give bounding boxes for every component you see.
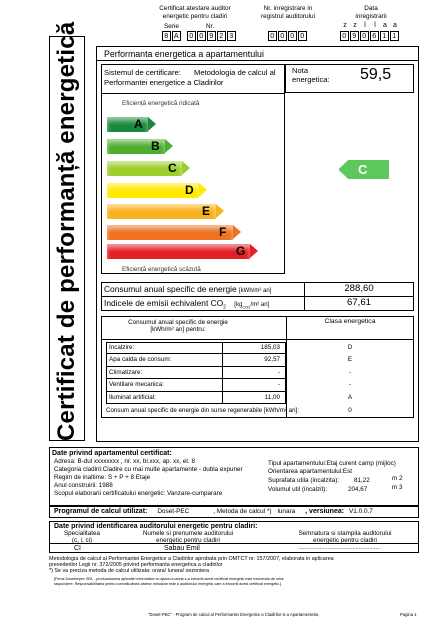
row-class: - <box>348 381 352 389</box>
program-method-value: lunara <box>277 508 296 515</box>
bar-arrow <box>233 225 241 239</box>
serie-cells <box>162 31 182 41</box>
program-value: Doset-PEC <box>157 508 190 515</box>
emissions-label: Indicele de emisii echivalent CO <box>104 298 224 308</box>
bar-label: E <box>202 204 211 218</box>
date-cell: 6 <box>370 31 379 41</box>
serie-label: Serie <box>164 23 179 30</box>
consumption-label: Consumul anual specific de energie <box>104 284 237 294</box>
auditor-name: Sabau Emil <box>164 545 200 552</box>
page-footer-text: "Doset-PEC" - Program de calcul al Performantei Energetice a Cladirilor si a Apartamentelor, <box>148 612 320 617</box>
registry-cells <box>268 31 308 41</box>
apartment-category: Categoria cladirii:Cladire cu mai multe apartamente - dubla expuner <box>54 466 243 473</box>
date-cell: 9 <box>350 31 359 41</box>
page-number: Pagina 1 <box>400 612 417 617</box>
registry-cell: 0 <box>278 31 287 41</box>
row-name: Ventilare mecanica: <box>109 381 164 389</box>
bar-label: A <box>134 117 143 131</box>
bar-label: C <box>168 161 177 175</box>
row-name: Iluminat artificial: <box>109 393 156 401</box>
date-header <box>335 5 407 20</box>
serie-cell: 8 <box>162 31 171 41</box>
apartment-title: Date privind apartamentul certificat: <box>52 450 172 457</box>
area-unit: m 2 <box>392 475 403 482</box>
apartment-orientation: Orientarea apartamentului:Est <box>268 468 353 475</box>
emissions-sub: 2 <box>223 304 226 311</box>
bar-label: B <box>151 139 160 153</box>
apartment-type: Tipul apartamentului:Etaj curent camp (mijloc) <box>268 460 396 467</box>
program-version-label: , versiunea: <box>305 508 345 515</box>
nr-cells <box>187 31 237 41</box>
class-header: Clasa energetica <box>324 318 376 325</box>
nr-cell: 0 <box>197 31 206 41</box>
system-divider <box>101 93 285 94</box>
auditor-signature: ..................................................... <box>298 545 381 551</box>
date-cell: 1 <box>380 31 389 41</box>
auditor-specialty: CI <box>74 545 81 552</box>
bar-arrow <box>148 117 156 131</box>
row-value: 185,03 <box>260 344 280 351</box>
disclaimer-line1: [Firma Dosetimpex SRL - producatoarea aplicatiei informatice cu ajutorul careia s-a intocmit acest certificat energetic este exonerata de orice <box>54 577 284 581</box>
section-title-divider <box>96 60 419 61</box>
row-value: - <box>277 368 280 376</box>
date-letter: z <box>343 22 347 29</box>
bar-fill <box>107 244 250 259</box>
cert-header-line1: Certificat atestare auditor <box>159 5 231 12</box>
bar-arrow <box>216 204 224 218</box>
efficiency-bar-g <box>107 244 258 259</box>
row-class: - <box>348 368 352 376</box>
volume-value: 204,67 <box>348 486 368 493</box>
table-row <box>106 354 286 366</box>
efficiency-bar-b <box>107 139 173 154</box>
date-cell: 0 <box>340 31 349 41</box>
breakdown-header-line2: [kWh/m² an] pentru: <box>150 326 206 334</box>
footnote-line1: Metodologia de calcul al Performantei Energetice a Cladirilor aprobata prin OMTCT nr. 157/2007, elaborata in aplicarea <box>49 556 334 562</box>
system-label: Sistemul de certificare: <box>104 68 181 77</box>
row-value: 11,00 <box>264 393 280 401</box>
registry-cell: 0 <box>288 31 297 41</box>
emissions-unit-rest: /m² an] <box>250 302 270 308</box>
nr-label: Nr. <box>206 23 215 30</box>
row-name: Apa calda de consum: <box>109 356 172 364</box>
consumption-unit: [kWh/m² an] <box>239 288 272 294</box>
nr-cell: 0 <box>187 31 196 41</box>
registry-cell: 0 <box>268 31 277 41</box>
emissions-label-wrap <box>104 298 269 314</box>
disclaimer-line2: raspundere. Responsabilitatea pentru corectitudinea datelor introduse este a auditorului energetic care a intocmit acest certificat energetic.] <box>54 582 282 586</box>
system-value-line1: Metodologia de calcul al <box>194 68 276 77</box>
emissions-unit-sub: CO2 <box>242 304 251 310</box>
bar-label: G <box>236 244 246 258</box>
bar-fill <box>107 204 216 219</box>
nota-value: 59,5 <box>360 66 392 83</box>
row-class: A <box>347 393 353 401</box>
section-title: Performanta energetica a apartamentului <box>104 49 264 59</box>
bar-arrow <box>250 244 258 258</box>
date-cell: 0 <box>360 31 369 41</box>
consumption-value: 288,60 <box>344 283 374 294</box>
program-method: , Metoda de calcul *) <box>213 508 272 515</box>
serie-cell: A <box>173 31 179 40</box>
row-value: 92,57 <box>264 356 280 364</box>
table-row <box>106 379 286 391</box>
emissions-unit: [kg <box>234 302 243 308</box>
date-letter: a <box>383 22 387 29</box>
volume-unit: m 3 <box>392 484 403 491</box>
program-row <box>54 507 373 516</box>
efficiency-bar-f <box>107 225 241 240</box>
consumption-block <box>101 282 414 311</box>
breakdown-header <box>108 319 248 334</box>
nota-label-line1: Nota <box>292 66 309 75</box>
area-label: Suprafata utila (incalzita): <box>268 477 340 484</box>
bar-arrow <box>199 183 207 197</box>
registry-cell: 0 <box>298 31 307 41</box>
auditor-col3-line1: Semnatura si stampila auditorului <box>298 530 392 537</box>
date-letter: a <box>393 22 397 29</box>
emissions-value: 67,61 <box>346 297 371 308</box>
row-name: Climatizare: <box>109 368 143 376</box>
auditor-col3-line2: energetic pentru cladiri <box>313 537 377 545</box>
auditor-col1-line2: (c, i, ci) <box>71 537 93 545</box>
efficiency-bar-d <box>107 183 207 198</box>
efficiency-low-label: Eficiență energetică scăzută <box>122 266 201 273</box>
nota-label-line2: energetica: <box>292 75 330 84</box>
rating-arrow <box>339 160 389 179</box>
table-row <box>106 392 286 404</box>
bar-arrow <box>182 161 190 175</box>
renewable-value: 0 <box>348 407 352 414</box>
efficiency-bar-e <box>107 204 224 219</box>
date-cell: 1 <box>390 31 399 41</box>
efficiency-bar-a <box>107 117 156 132</box>
auditor-col1-line1: Specialitatea <box>63 530 101 537</box>
row-name: Incalzire: <box>109 344 135 351</box>
consumption-label-wrap <box>104 284 271 297</box>
registry-header-line2: registrul auditorului <box>261 12 315 20</box>
bar-fill <box>107 225 233 240</box>
nr-cell: 2 <box>217 31 226 41</box>
auditor-title: Date privind identificarea auditorului energetic pentru cladiri: <box>54 523 258 530</box>
area-value: 81,22 <box>354 477 370 484</box>
date-header-line2: inregistrarii <box>355 12 387 20</box>
vertical-title: Certificat de performanță energetică <box>53 21 80 441</box>
registry-header-line1: Nr. inregistrare in <box>263 5 313 12</box>
volume-label: Volumul util (incalzit): <box>268 486 328 493</box>
apartment-regime: Regim de inaltime: S + P + 8 Etaje <box>54 474 151 481</box>
auditor-col2-line1: Numele si prenumele auditorului <box>142 530 234 537</box>
bar-arrow <box>165 139 173 153</box>
date-letter: l <box>364 22 366 29</box>
row-class: E <box>347 356 353 364</box>
system-value-line2: Performantei energetice a Cladirilor <box>104 78 224 87</box>
cert-header <box>150 5 240 20</box>
efficiency-bar-c <box>107 161 190 176</box>
table-row <box>106 342 286 354</box>
row-class: D <box>347 344 353 351</box>
apartment-address: Adresa: B-dul xxxxxxxx , nr. xx, bl.xxx, ap. xx, et. 8 <box>54 458 196 465</box>
auditor-col2-line2: energetic pentru cladiri <box>156 537 220 545</box>
date-letters <box>340 22 400 29</box>
date-letter: l <box>374 22 376 29</box>
breakdown-header-line1: Consumul anual specific de energie <box>128 319 228 326</box>
bar-label: F <box>219 225 227 239</box>
cert-header-line2: energetic pentru cladiri <box>162 12 228 20</box>
apartment-purpose: Scopul elaborarii certificatului energetic: Vanzare-cumparare <box>54 490 223 497</box>
registry-header <box>248 5 328 20</box>
footnote-line2: prevederilor Legii nr. 372/2005 privind performanta energetica a cladirilor <box>49 562 223 568</box>
apartment-year: Anul construirii: 1988 <box>54 482 113 489</box>
table-row <box>106 367 286 379</box>
renewable-label: Consum anual specific de energie din surse regenerabile [kWh/m² an]: <box>106 407 299 414</box>
breakdown-header-divider <box>101 339 414 340</box>
program-version-value: V1.0.0.7 <box>349 508 373 515</box>
bar-label: D <box>185 183 194 197</box>
rating-label: C <box>358 162 368 177</box>
date-cells <box>340 31 400 41</box>
footnote-line3: *) Se va preciza metoda de calcul utilizata: orara/ lunara/ sezoniera <box>49 568 210 574</box>
efficiency-high-label: Eficiență energetică ridicată <box>122 100 200 107</box>
breakdown-col-divider <box>286 316 287 418</box>
row-value: - <box>277 381 280 389</box>
date-header-line1: Data <box>364 5 378 12</box>
program-label: Programul de calcul utilizat: <box>54 508 148 515</box>
date-letter: z <box>353 22 357 29</box>
nr-cell: 9 <box>207 31 216 41</box>
nr-cell: 3 <box>227 31 236 41</box>
